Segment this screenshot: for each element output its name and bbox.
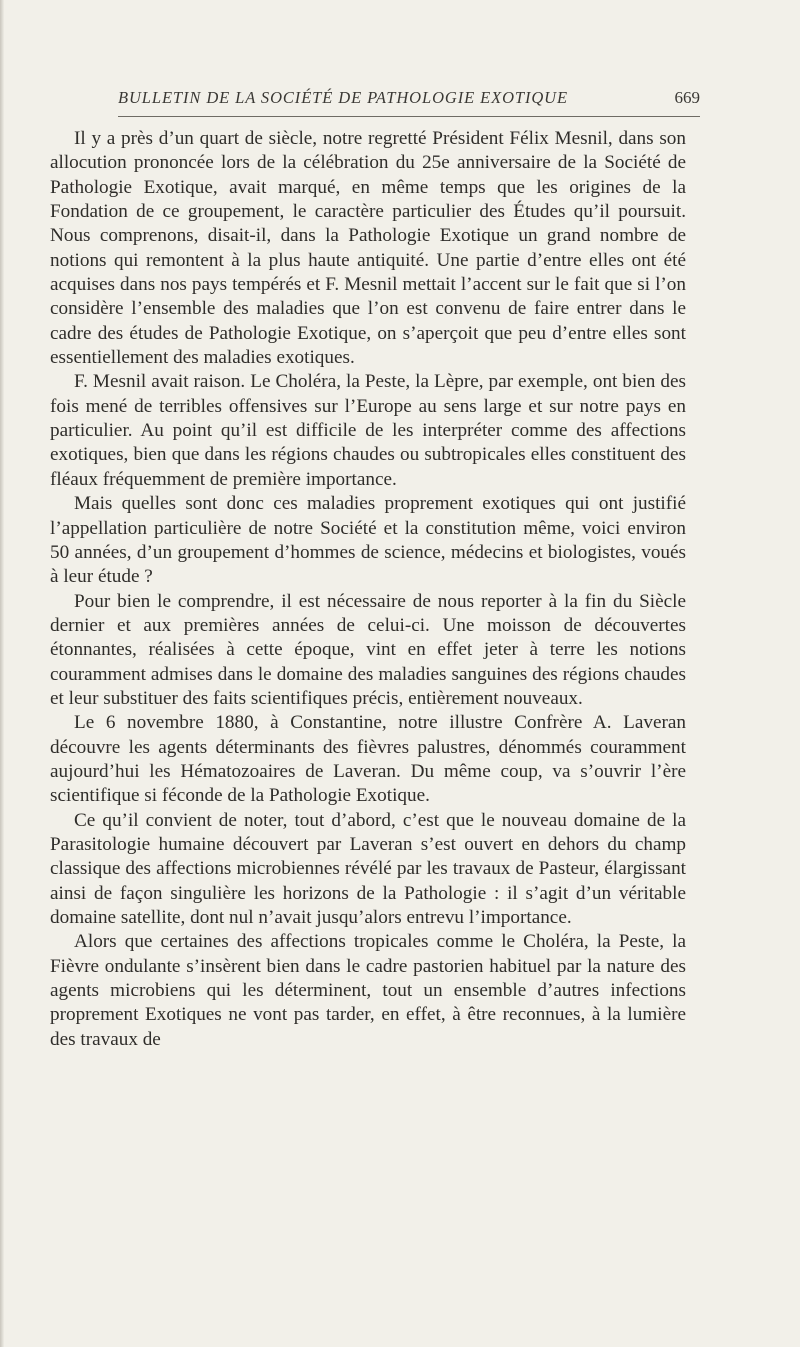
paragraph-1: Il y a près d’un quart de siècle, notre regretté Président Félix Mesnil, dans son allocution prononcée lors de la célébration du 25e anniversaire de la Société de Pathologie Exotique, avait marqué, en même temps que les origines de la Fondation de ce groupement, le caractère particulier des Études qu’il poursuit. Nous comprenons, disait-il, dans la Pathologie Exotique un grand nombre de notions qui remontent à la plus haute antiquité. Une partie d’entre elles ont été acquises dans nos pays tempérés et F. Mesnil mettait l’accent sur le fait que si l’on considère l’ensemble des maladies que l’on est convenu de faire entrer dans le cadre des études de Pathologie Exotique, on s’aperçoit que peu d’entre elles sont essentiellement des maladies exotiques. bbox=[50, 128, 686, 369]
page-number: 669 bbox=[674, 88, 700, 107]
paragraph-3: Mais quelles sont donc ces maladies proprement exotiques qui ont justifié l’appellation particulière de notre Société et la constitution même, voici environ 50 années, d’un groupement d’hommes de science, médecins et biologistes, voués à leur étude ? bbox=[50, 493, 686, 588]
article-body bbox=[50, 127, 686, 1052]
paragraph-5: Le 6 novembre 1880, à Constantine, notre illustre Confrère A. Laveran découvre les agents déterminants des fièvres palustres, dénommés couramment aujourd’hui les Hématozoaires de Laveran. Du même coup, va s’ouvrir l’ère scientifique si féconde de la Pathologie Exotique. bbox=[50, 712, 686, 807]
header-rule bbox=[118, 116, 700, 117]
running-header bbox=[118, 88, 700, 114]
journal-title: BULLETIN DE LA SOCIÉTÉ DE PATHOLOGIE EXOTIQUE bbox=[118, 88, 568, 107]
page-edge-shadow bbox=[0, 0, 4, 1347]
paragraph-6: Ce qu’il convient de noter, tout d’abord, c’est que le nouveau domaine de la Parasitologie humaine découvert par Laveran s’est ouvert en dehors du champ classique des affections microbiennes révélé par les travaux de Pasteur, élargissant ainsi de façon singulière les horizons de la Pathologie : il s’agit d’un véritable domaine satellite, dont nul n’avait jusqu’alors entrevu l’importance. bbox=[50, 809, 686, 928]
paragraph-4: Pour bien le comprendre, il est nécessaire de nous reporter à la fin du Siècle dernier et aux premières années de celui-ci. Une moisson de découvertes étonnantes, réalisées à cette époque, vint en effet jeter à terre les notions couramment admises dans le domaine des maladies sanguines des régions chaudes et leur substituer des faits scientifiques précis, entièrement nouveaux. bbox=[50, 590, 686, 709]
paragraph-7: Alors que certaines des affections tropicales comme le Choléra, la Peste, la Fièvre ondulante s’insèrent bien dans le cadre pastorien habituel par la nature des agents microbiens qui les déterminent, tout un ensemble d’autres infections proprement Exotiques ne vont pas tarder, en effet, à être reconnues, à la lumière des travaux de bbox=[50, 931, 686, 1050]
paragraph-2: F. Mesnil avait raison. Le Choléra, la Peste, la Lèpre, par exemple, ont bien des fois mené de terribles offensives sur l’Europe au sens large et sur notre pays en particulier. Au point qu’il est difficile de les interpréter comme des affections exotiques, bien que dans les régions chaudes ou subtropicales elles constituent des fléaux fréquemment de première importance. bbox=[50, 371, 686, 490]
